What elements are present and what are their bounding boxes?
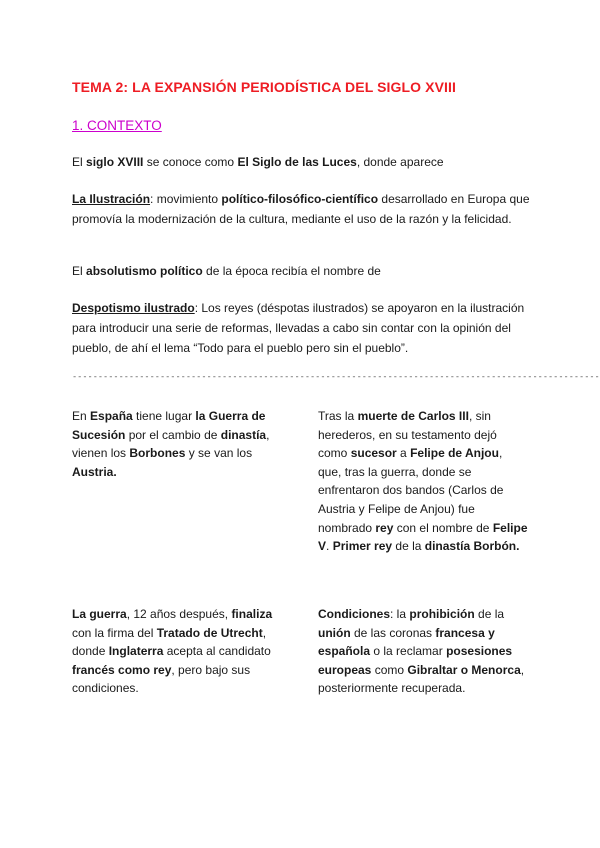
paragraph-siglo-luces: El siglo XVIII se conoce como El Siglo de las Luces, donde aparece [72, 155, 444, 169]
page-title: TEMA 2: LA EXPANSIÓN PERIODÍSTICA DEL SIGLO XVIII [72, 79, 456, 95]
paragraph-despotismo: Despotismo ilustrado: Los reyes (déspotas ilustrados) se apoyaron en la ilustración para introducir una serie de reformas, llevadas a cabo sin contar con la opinión del pueblo, de ahí el lema “Todo para el pueblo pero sin el pueblo”. [72, 301, 525, 355]
column-condiciones: Condiciones: la prohibición de la unión de las coronas francesa y española o la reclamar posesiones europeas como Gibraltar o Menorca, posteriormente recuperada. [318, 607, 525, 696]
column-carlos-iii: Tras la muerte de Carlos III, sin herederos, en su testamento dejó como sucesor a Felipe de Anjou, que, tras la guerra, donde se enfrentaron dos bandos (Carlos de Austria y Felipe de Anjou) fue nombrado rey con el nombre de Felipe V. Primer rey de la dinastía Borbón. [318, 409, 528, 554]
column-guerra: La guerra, 12 años después, finaliza con la firma del Tratado de Utrecht, donde Inglaterra acepta al candidato francés como rey, pero bajo sus condiciones. [72, 607, 273, 696]
dashed-divider: ------------------------------------------------------------------------------------------------------ [72, 372, 600, 382]
term-label: La Ilustración [72, 192, 151, 206]
paragraph-ilustracion: La Ilustración: movimiento político-filosófico-científico desarrollado en Europa que promovía la modernización de la cultura, mediante el uso de la razón y la felicidad. [72, 192, 530, 226]
term-label: Despotismo ilustrado [72, 301, 195, 315]
paragraph-absolutismo: El absolutismo político de la época recibía el nombre de [72, 264, 381, 278]
column-espana: En España tiene lugar la Guerra de Sucesión por el cambio de dinastía, vienen los Borbones y se van los Austria. [72, 409, 270, 479]
section-heading: 1. CONTEXTO [72, 118, 162, 133]
